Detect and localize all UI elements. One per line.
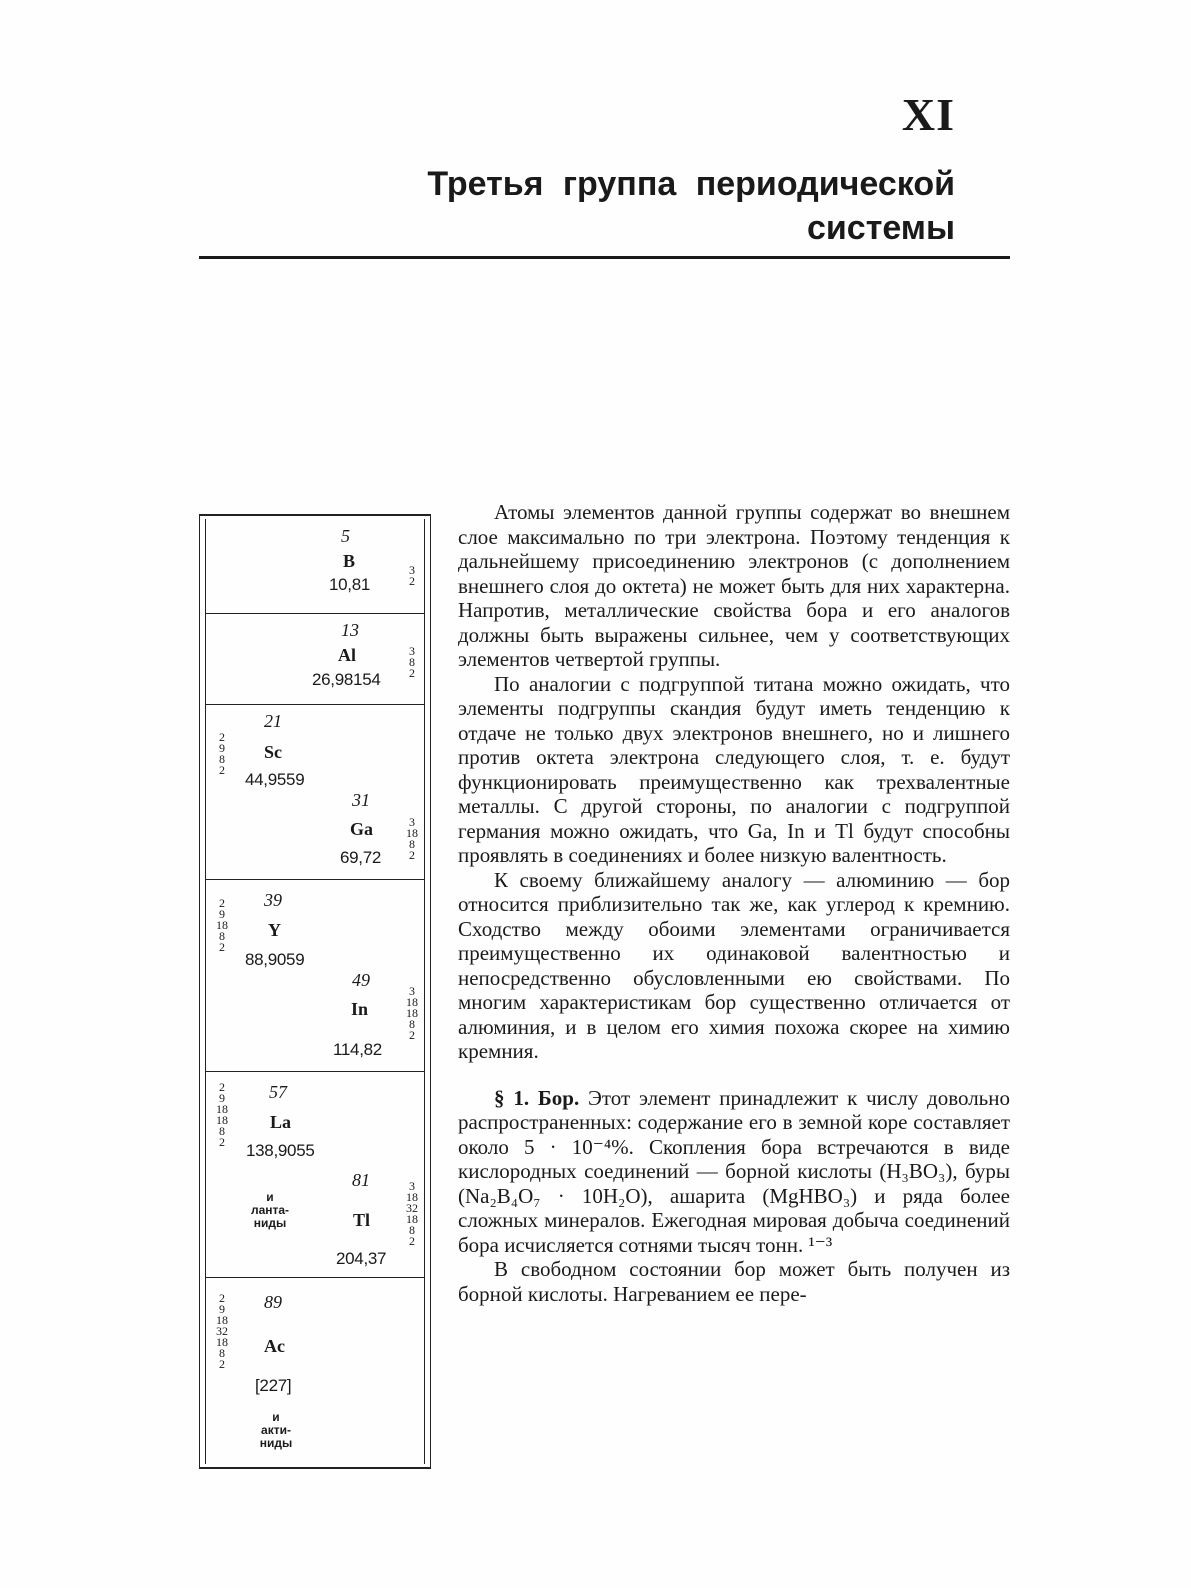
atomic-number: 57 [269, 1082, 287, 1102]
atomic-mass: 44,9559 [245, 770, 305, 789]
shell: 8 [219, 1124, 225, 1138]
shell: 18 [216, 1313, 228, 1327]
atomic-number: 89 [264, 1292, 282, 1312]
atomic-number: 39 [264, 890, 282, 910]
title-rule [199, 256, 1010, 259]
element-symbol: La [270, 1112, 292, 1132]
electron-shells [212, 1082, 232, 1148]
electron-shells [402, 565, 422, 587]
atomic-mass: 138,9055 [246, 1141, 315, 1160]
shell: 2 [219, 730, 225, 744]
atomic-mass: 69,72 [340, 848, 382, 867]
shell: 8 [219, 752, 225, 766]
atomic-mass: 114,82 [333, 1040, 382, 1059]
shell: 8 [219, 929, 225, 943]
shell: 18 [406, 1006, 418, 1020]
atomic-mass: 88,9059 [245, 950, 305, 969]
shell: 18 [406, 995, 418, 1009]
element-symbol: In [351, 999, 369, 1019]
paragraph: По аналогии с подгруппой титана можно ожидать, что элементы подгруппы скандия будут иметь тенденцию к отдаче не только двух электронов внешнего, но и лишнего против октета электрона следующего слоя, т. е. будут функционировать преимущественно как трехвалентные металлы. С другой стороны, по аналогии с подгруппой германия можно ожидать, что Ga, In и Tl будут способны проявлять в соединениях и более низкую валентность. [458, 671, 1010, 867]
note-line: ланта- [250, 1203, 290, 1217]
atomic-number: 5 [341, 526, 350, 546]
shell: 2 [219, 1135, 225, 1149]
electron-shells [212, 1293, 232, 1370]
element-symbol: B [343, 551, 356, 571]
chapter-title-line2: системы [806, 209, 955, 247]
chapter-number: XI [901, 89, 955, 140]
shell: 2 [219, 1291, 225, 1305]
note-line: ниды [253, 1216, 287, 1230]
shell: 2 [409, 1028, 415, 1042]
shell: 18 [406, 826, 418, 840]
shell: 2 [409, 848, 415, 862]
table-separator [205, 1071, 425, 1072]
shell: 3 [409, 644, 415, 658]
note-line: акти- [261, 1423, 291, 1437]
element-symbol: Y [268, 920, 281, 940]
element-symbol: Tl [353, 1210, 371, 1230]
shell: 2 [219, 1080, 225, 1094]
atomic-number: 21 [264, 711, 282, 731]
actinides-note [246, 1411, 306, 1450]
shell: 8 [409, 837, 415, 851]
atomic-mass: 204,37 [336, 1249, 387, 1268]
element-symbol: Al [338, 645, 356, 665]
shell: 3 [409, 815, 415, 829]
element-table [199, 514, 431, 1469]
shell: 3 [409, 563, 415, 577]
paragraph: В свободном состоянии бор может быть получен из борной кислоты. Нагреванием ее пере- [458, 1257, 1010, 1306]
atomic-number: 81 [352, 1170, 370, 1190]
shell: 9 [219, 1091, 225, 1105]
paragraph: К своему ближайшему аналогу — алюминию — бор относится приблизительно так же, как углерод к кремнию. Сходство между обоими элементами ограничивается преимущественно их одинаковой валентностью и непосредственно обусловленными ею свойствами. По многим характеристикам бор существенно отличается от алюминия, и в целом его химия похожа скорее на химию кремния. [458, 867, 1010, 1063]
shell: 2 [219, 940, 225, 954]
section-paragraph [458, 1086, 1010, 1258]
shell: 3 [409, 1179, 415, 1193]
atomic-number: 13 [341, 620, 359, 640]
shell: 32 [406, 1201, 418, 1215]
table-separator [205, 879, 425, 880]
electron-shells [402, 817, 422, 861]
lanthanides-note [240, 1191, 300, 1230]
shell: 2 [219, 896, 225, 910]
paragraph: Атомы элементов данной группы содержат во внешнем слое максимально по три электрона. Поэтому тенденция к дальнейшему присоединению электронов (с дополнением внешнего слоя до октета) не может быть для них характерна. Напротив, металлические свойства бора и его аналогов должны быть выражены сильнее, чем у соответствующих элементов четвертой группы. [458, 500, 1010, 671]
shell: 9 [219, 907, 225, 921]
electron-shells [212, 732, 232, 776]
shell: 8 [219, 1346, 225, 1360]
shell: 18 [216, 1102, 228, 1116]
shell: 18 [216, 918, 228, 932]
element-symbol: Ac [264, 1336, 285, 1356]
note-line: и [272, 1410, 280, 1424]
section-heading: § 1. Бор. [494, 1085, 580, 1110]
shell: 18 [216, 1113, 228, 1127]
table-separator [205, 1277, 425, 1278]
shell: 2 [409, 1234, 415, 1248]
atomic-number: 49 [352, 970, 370, 990]
body-text [458, 500, 1010, 1306]
shell: 9 [219, 741, 225, 755]
shell: 18 [406, 1190, 418, 1204]
shell: 3 [409, 984, 415, 998]
shell: 9 [219, 1302, 225, 1316]
atomic-mass: [227] [255, 1376, 292, 1395]
shell: 18 [216, 1335, 228, 1349]
electron-shells [402, 646, 422, 679]
note-line: ниды [259, 1436, 293, 1450]
table-top-border [200, 514, 430, 516]
table-separator [205, 613, 425, 614]
electron-shells [402, 1181, 422, 1247]
chapter-title-line1: Третья группа периодической [427, 165, 955, 203]
shell: 18 [406, 1212, 418, 1226]
atomic-number: 31 [352, 790, 370, 810]
element-symbol: Sc [264, 742, 282, 762]
element-symbol: Ga [350, 819, 374, 839]
table-separator [205, 704, 425, 705]
atomic-mass: 10,81 [329, 575, 371, 594]
table-inner-border [205, 519, 425, 1464]
electron-shells [402, 986, 422, 1041]
chapter-title [335, 162, 955, 250]
note-line: и [266, 1190, 274, 1204]
shell: 8 [409, 1017, 415, 1031]
electron-shells [212, 898, 232, 953]
shell: 8 [409, 655, 415, 669]
table-bottom-border [200, 1467, 430, 1469]
shell: 2 [409, 666, 415, 680]
shell: 2 [219, 1357, 225, 1371]
atomic-mass: 26,98154 [312, 670, 381, 689]
shell: 32 [216, 1324, 228, 1338]
shell: 2 [409, 574, 415, 588]
shell: 8 [409, 1223, 415, 1237]
section-text: Этот элемент принадлежит к числу довольно распространенных: содержание его в земной коре составляет около 5 · 10⁻⁴%. Скопления бора встречаются в виде кислородных соединений — борной кислоты (H₃BO₃), буры (Na₂B₄O₇ · 10H₂O), ашарита (MgHBO₃) и ряда более сложных минералов. Ежегодная мировая добыча соединений бора исчисляется сотнями тысяч тонн. ¹⁻³ [458, 1085, 1010, 1257]
shell: 2 [219, 763, 225, 777]
